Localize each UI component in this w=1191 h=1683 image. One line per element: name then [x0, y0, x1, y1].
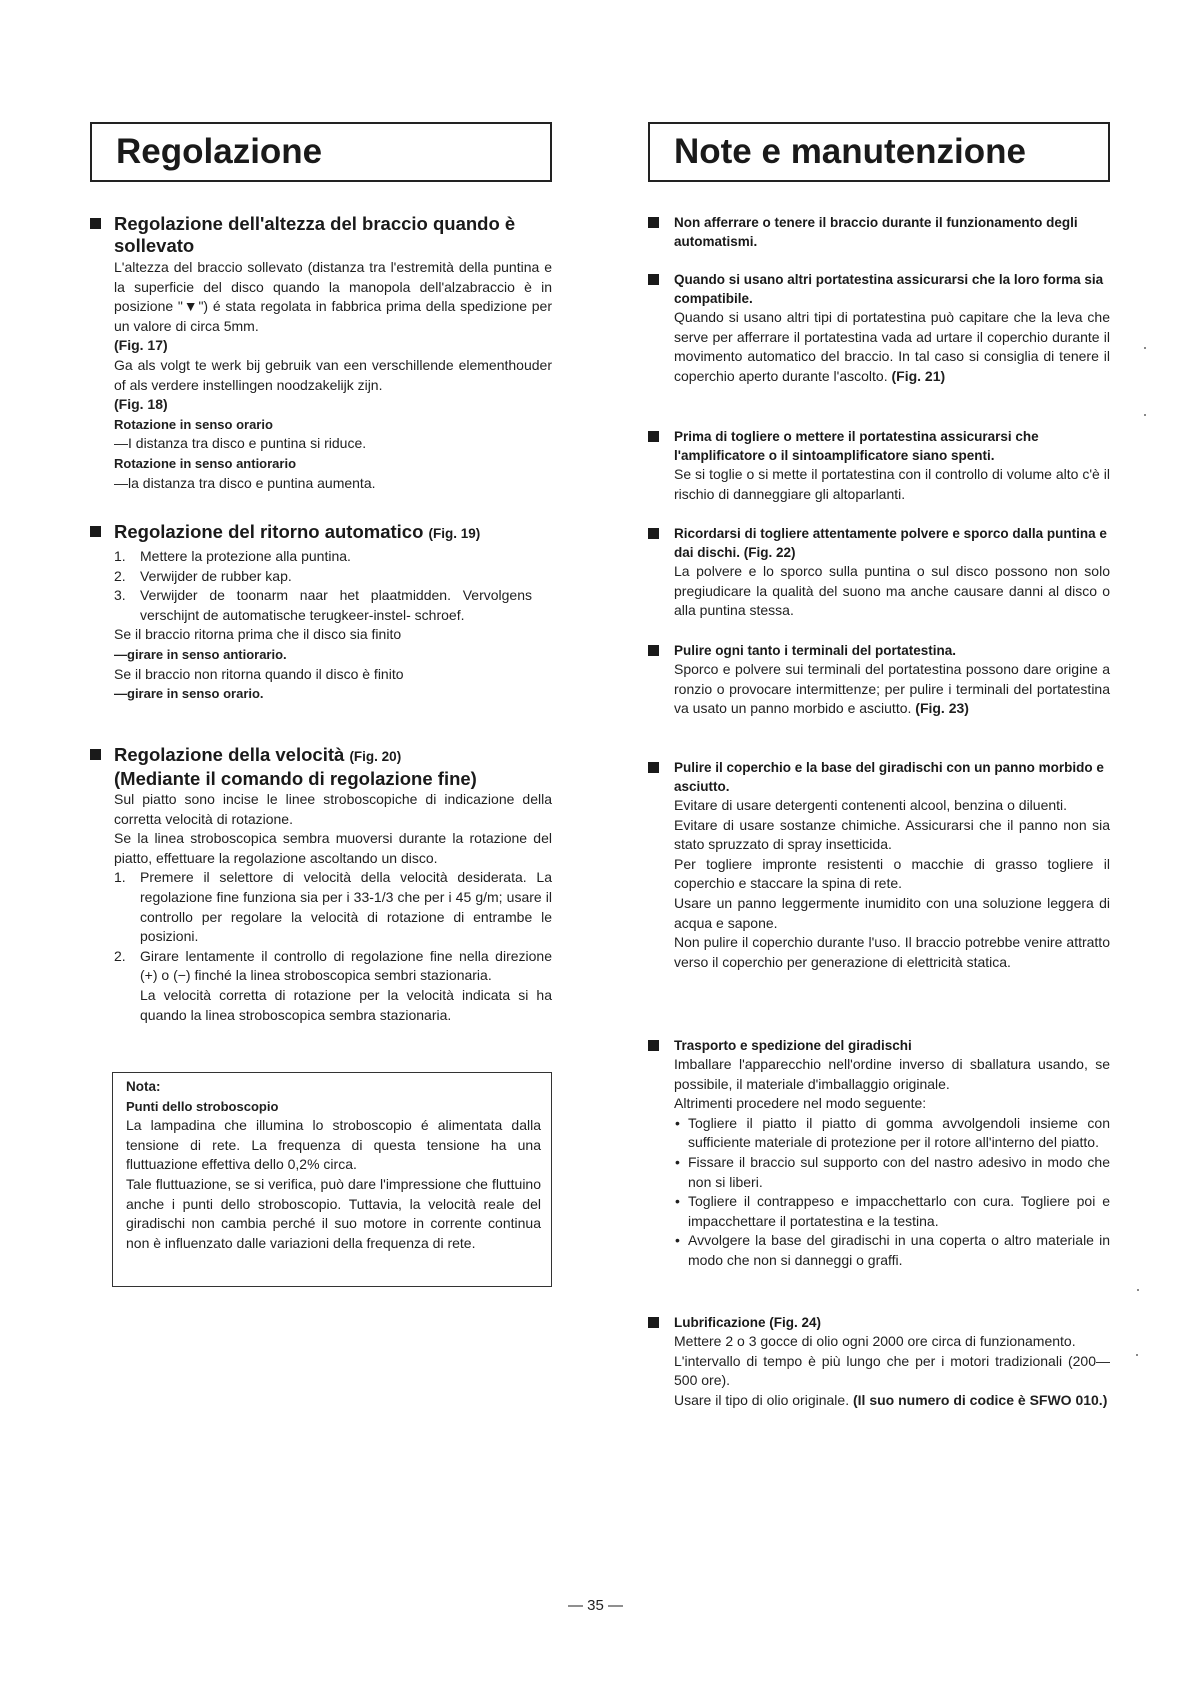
- square-bullet-icon: [648, 1317, 659, 1328]
- section-heading: Regolazione del ritorno automatico (Fig. 19): [114, 521, 481, 542]
- code-reference: (Il suo numero di codice è SFWO 010.): [852, 1391, 1108, 1408]
- figure-ref: (Fig. 21): [891, 367, 946, 384]
- note-box: [112, 1072, 552, 1287]
- subheading: Rotazione in senso orario: [114, 416, 273, 432]
- paragraph: Sporco e polvere sui terminali del portatestina possono dare origine a ronzio o provocare intermittenze; per pulire i terminali del portatestina va usato un panno morbido e asciutto. (Fig. 23): [674, 661, 1110, 717]
- paragraph: Evitare di usare detergenti contenenti alcool, benzina o diluenti.: [674, 797, 1068, 813]
- square-bullet-icon: [90, 218, 101, 229]
- paragraph: Mettere 2 o 3 gocce di olio ogni 2000 ore circa di funzionamento.: [674, 1333, 1076, 1349]
- figure-ref: (Fig. 18): [114, 396, 168, 413]
- list-item: • Togliere il contrappeso e impacchettarlo con cura. Togliere poi e impacchettare il portatestina e la testina.: [675, 1193, 1110, 1229]
- scan-speck: [1144, 414, 1146, 416]
- list-item: 2. Verwijder de rubber kap.: [114, 567, 292, 584]
- section-amplifier-off: [648, 427, 1110, 504]
- section-heading: Non afferrare o tenere il braccio durante il funzionamento degli automatismi.: [674, 215, 1078, 249]
- section-headshell-compat: [648, 270, 1110, 386]
- paragraph: La polvere e lo sporco sulla puntina o sul disco possono non solo pregiudicare la qualità del suono ma anche causare danni al disco o alla puntina stessa.: [674, 563, 1110, 619]
- list-item: • Togliere il piatto il piatto di gomma avvolgendoli insieme con sufficiente materiale di protezione per il rotore all'interno del piatto.: [675, 1114, 1110, 1151]
- section-subheading: (Mediante il comando di regolazione fine): [114, 768, 477, 789]
- figure-ref: (Fig. 20): [349, 749, 402, 764]
- instruction: —girare in senso orario.: [114, 686, 264, 702]
- section-heading: Pulire ogni tanto i terminali del portatestina.: [674, 643, 957, 658]
- list-item: 2. Girare lentamente il controllo di regolazione fine nella direzione (+) o (−) finché la linea stroboscopica sembri stazionaria.: [114, 947, 552, 984]
- square-bullet-icon: [648, 528, 659, 539]
- scan-speck: [1144, 347, 1146, 349]
- list-item: • Fissare il braccio sul supporto con del nastro adesivo in modo che non si liberi.: [675, 1153, 1110, 1190]
- subheading: Rotazione in senso antiorario: [114, 455, 297, 471]
- title-box-regolazione: [90, 122, 552, 182]
- paragraph: Quando si usano altri tipi di portatestina può capitare che la leva che serve per afferrare il portatestina vada ad urtare il coperchio durante il movimento automatico del braccio. In tal caso si consiglia di tenere il coperchio aperto durante l'ascolto. (Fig. 21): [674, 309, 1110, 384]
- paragraph: Per togliere impronte resistenti o macchie di grasso togliere il coperchio e staccare la spina di rete.: [674, 855, 1110, 892]
- square-bullet-icon: [648, 274, 659, 285]
- square-bullet-icon: [648, 217, 659, 228]
- figure-ref: (Fig. 17): [114, 337, 168, 354]
- paragraph: Ga als volgt te werk bij gebruik van een verschillende elementhouder of als verdere instellingen noodzakelijk zijn.: [114, 356, 552, 393]
- numbered-list: [114, 547, 552, 625]
- page-title-left: Regolazione: [116, 132, 323, 171]
- square-bullet-icon: [648, 762, 659, 773]
- paragraph: Non pulire il coperchio durante l'uso. Il braccio potrebbe venire attratto verso il coperchio per generazione di elettricità statica.: [674, 934, 1110, 970]
- paragraph: Imballare l'apparecchio nell'ordine inverso di sballatura usando, se possibile, il materiale d'imballaggio originale.: [674, 1056, 1110, 1092]
- paragraph: —I distanza tra disco e puntina si riduce.: [114, 435, 367, 452]
- paragraph: Altrimenti procedere nel modo seguente:: [674, 1095, 927, 1112]
- section-do-not-hold-arm: [648, 213, 1110, 251]
- paragraph: Sul piatto sono incise le linee stroboscopiche di indicazione della corretta velocità di rotazione.: [114, 791, 552, 827]
- section-speed: [90, 744, 552, 1025]
- section-heading: Lubrificazione (Fig. 24): [674, 1315, 822, 1330]
- square-bullet-icon: [648, 1040, 659, 1051]
- paragraph: L'intervallo di tempo è più lungo che per i motori tradizionali (200—500 ore).: [674, 1352, 1110, 1389]
- section-heading: Ricordarsi di togliere attentamente polvere e sporco dalla puntina e dai dischi. (Fig. 22): [674, 526, 1107, 560]
- list-item: 1. Premere il selettore di velocità della velocità desiderata. La regolazione fine funziona sia per i 33-1/3 che per i 45 g/m; usare il controllo per regolare la velocità di rotazione di entrambe le posizioni.: [114, 869, 552, 945]
- paragraph: Tale fluttuazione, se si verifica, può dare l'impressione che fluttuino anche i punti dello stroboscopio. Tuttavia, la velocità reale del giradischi non cambia perché il suo motore in corrente continua non è influenzato dalle variazioni della frequenza di rete.: [126, 1175, 541, 1251]
- paragraph: —la distanza tra disco e puntina aumenta.: [114, 474, 376, 491]
- scan-speck: [1136, 1354, 1138, 1356]
- bullet-list: [674, 1114, 1110, 1271]
- paragraph: Usare un panno leggermente inumidito con una soluzione leggera di acqua e sapone.: [674, 894, 1110, 931]
- note-label: Nota:: [126, 1079, 161, 1094]
- page-title-right: Note e manutenzione: [674, 132, 1026, 171]
- paragraph: Evitare di usare sostanze chimiche. Assicurarsi che il panno non sia stato spruzzato di spray insetticida.: [674, 816, 1110, 853]
- section-heading: Trasporto e spedizione del giradischi: [674, 1038, 912, 1053]
- square-bullet-icon: [90, 526, 101, 537]
- page-number: — 35 —: [567, 1597, 624, 1614]
- section-heading: Pulire il coperchio e la base del giradischi con un panno morbido e asciutto.: [674, 760, 1104, 794]
- section-arm-height: [90, 213, 552, 493]
- figure-ref: (Fig. 24): [769, 1315, 822, 1330]
- square-bullet-icon: [648, 431, 659, 442]
- figure-ref: (Fig. 22): [743, 545, 796, 560]
- list-item: 3. Verwijder de toonarm naar het plaatmidden. Vervolgens verschijnt de automatische terugkeer-instel- schroef.: [114, 587, 532, 623]
- section-heading: Regolazione della velocità (Fig. 20): [114, 744, 402, 765]
- paragraph: Usare il tipo di olio originale. (Il suo numero di codice è SFWO 010.): [674, 1391, 1108, 1408]
- list-item: 1. Mettere la protezione alla puntina.: [114, 548, 351, 564]
- scan-speck: [1137, 1289, 1139, 1291]
- section-clean-dust: [648, 524, 1110, 621]
- paragraph: Se il braccio ritorna prima che il disco sia finito: [114, 626, 402, 643]
- figure-ref: (Fig. 19): [428, 526, 481, 541]
- section-lubrication: [648, 1313, 1110, 1410]
- figure-ref: (Fig. 23): [915, 700, 969, 717]
- section-clean-terminals: [648, 641, 1110, 719]
- paragraph: La velocità corretta di rotazione per la velocità indicata si ha quando la linea stroboscopica sembra stazionaria.: [140, 986, 552, 1023]
- section-transport: [648, 1036, 1110, 1271]
- square-bullet-icon: [648, 645, 659, 656]
- paragraph: L'altezza del braccio sollevato (distanza tra l'estremità della puntina e la superficie del disco quando la manopola dell'alzabraccio è in posizione "▼") é stata regolata in fabbrica prima della spedizione per un valore di circa 5mm.: [114, 259, 552, 334]
- section-clean-cover: [648, 758, 1110, 972]
- paragraph: Se il braccio non ritorna quando il disco è finito: [114, 665, 404, 682]
- section-auto-return: [90, 521, 552, 704]
- square-bullet-icon: [90, 749, 101, 760]
- title-box-note: [648, 122, 1110, 182]
- paragraph: La lampadina che illumina lo stroboscopio é alimentata dalla tensione di rete. La frequenza di questa tensione ha una fluttuazione effettiva dello 0,2% circa.: [126, 1117, 541, 1173]
- list-item: • Avvolgere la base del giradischi in una coperta o altro materiale in modo che non si danneggi o graffi.: [675, 1232, 1110, 1268]
- section-heading: Prima di togliere o mettere il portatestina assicurarsi che l'amplificatore o il sintoamplificatore siano spenti.: [674, 429, 1039, 463]
- note-subheading: Punti dello stroboscopio: [126, 1098, 279, 1114]
- instruction: —girare in senso antiorario.: [114, 646, 287, 662]
- paragraph: Se la linea stroboscopica sembra muoversi durante la rotazione del piatto, effettuare la regolazione ascoltando un disco.: [114, 830, 552, 866]
- section-heading: Regolazione dell'altezza del braccio quando è sollevato: [114, 213, 516, 256]
- paragraph: Se si toglie o si mette il portatestina con il controllo di volume alto c'è il rischio di danneggiare gli altoparlanti.: [674, 466, 1110, 502]
- section-heading: Quando si usano altri portatestina assicurarsi che la loro forma sia compatibile.: [674, 272, 1104, 306]
